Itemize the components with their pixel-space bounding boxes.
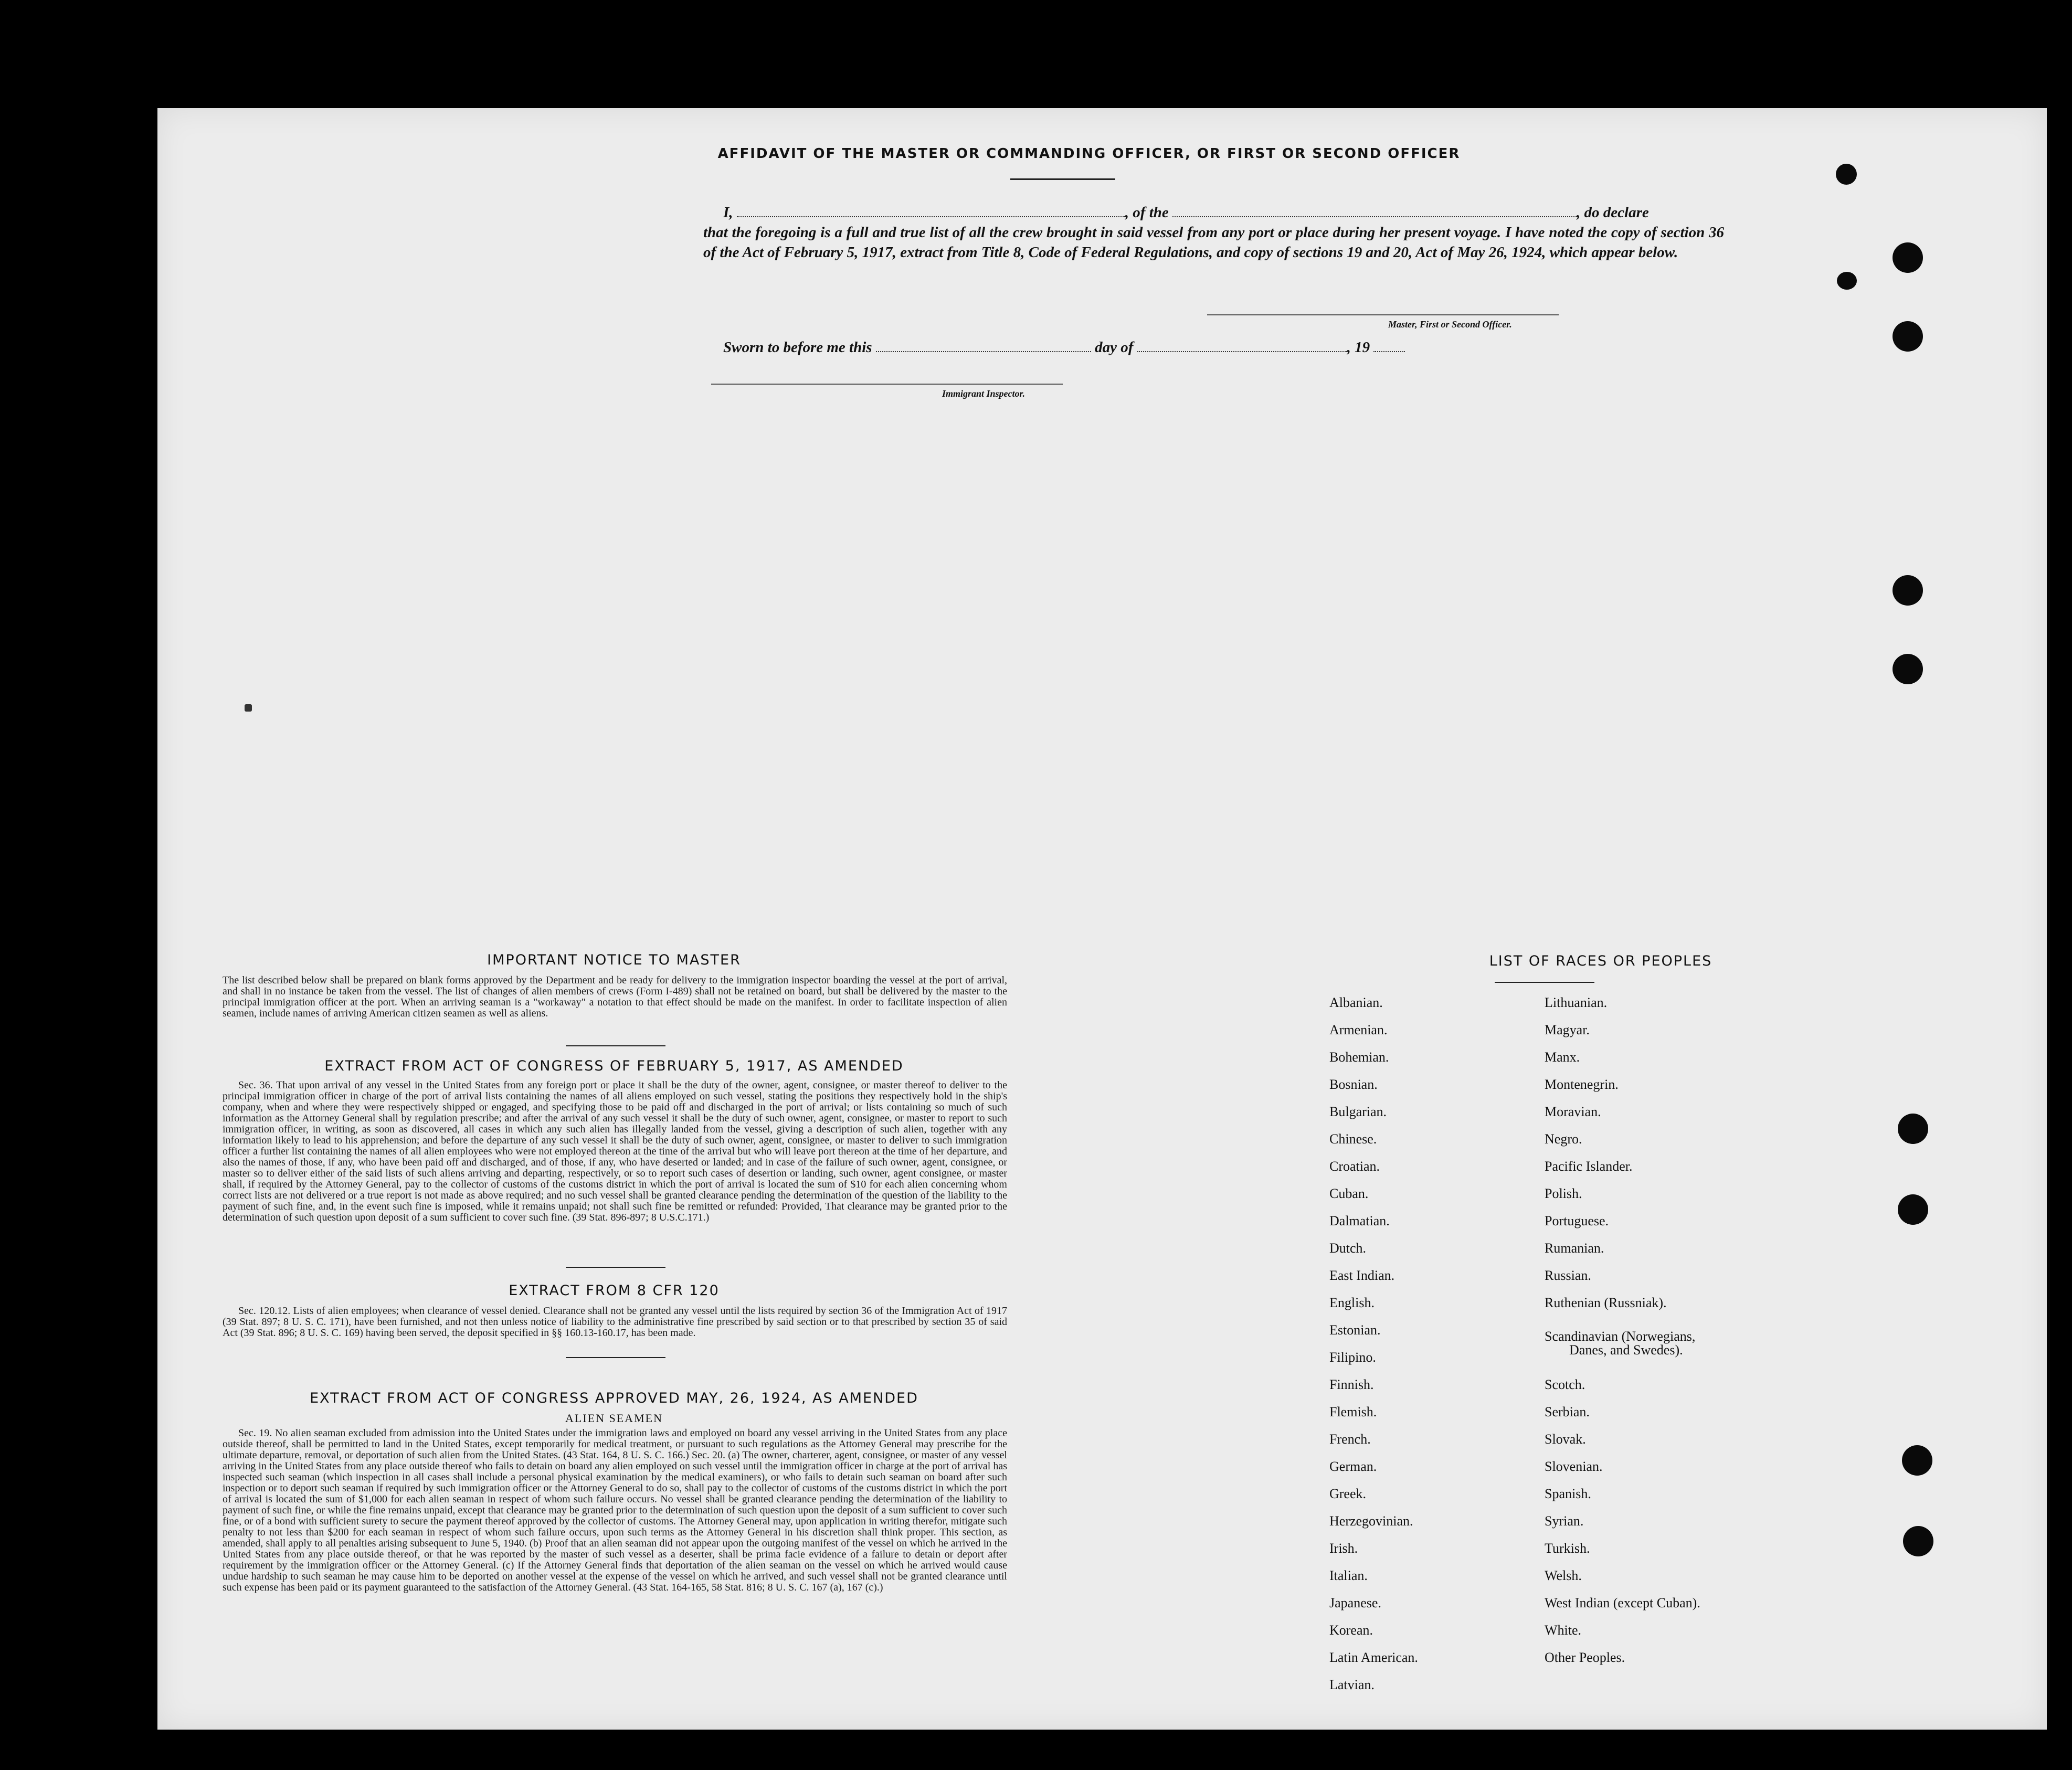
race-item: Italian. — [1329, 1568, 1368, 1583]
affidavit-title: AFFIDAVIT OF THE MASTER OR COMMANDING OFFICER, OR FIRST OR SECOND OFFICER — [717, 146, 1461, 162]
extract-cfr-divider — [566, 1357, 665, 1358]
race-item: Bohemian. — [1329, 1050, 1389, 1065]
extract-1917-divider — [566, 1267, 665, 1268]
affidavit-first-line — [703, 203, 1724, 222]
punch-hole — [1903, 1526, 1933, 1556]
race-item: Korean. — [1329, 1623, 1373, 1638]
race-item: Armenian. — [1329, 1022, 1388, 1037]
extract-cfr-text: Sec. 120.12. Lists of alien employees; when clearance of vessel denied. Clearance shall not be granted any vessel until the lists required by section 36 of the Immigration Act of 1917 (39 Stat. 897; 8 U. S. C. 171), have been furnished, and not then unless notice of liability to the administrative fine prescribed by said section or to that prescribed by section 35 of said Act (39 Stat. 896; 8 U. S. C. 169) having been served, the deposit specified in §§ 160.13-160.17, has been made. — [223, 1305, 1007, 1339]
race-item: Flemish. — [1329, 1404, 1377, 1419]
races-underline — [1495, 982, 1594, 983]
punch-hole — [1902, 1445, 1932, 1476]
race-item: Scandinavian (Norwegians, — [1545, 1329, 1696, 1344]
race-item: Estonian. — [1329, 1322, 1381, 1338]
race-item: Portuguese. — [1545, 1213, 1609, 1228]
extract-1924-text: Sec. 19. No alien seaman excluded from admission into the United States under the immigration laws and employed on board any vessel arriving in the United States from any place outside thereof, shall be permitted to land in the United States, except temporarily for medical treatment, or pursuant to such regulations as the Attorney General may prescribe for the ultimate departure, removal, or deportation of such alien from the United States. (43 Stat. 164, 8 U. S. C. 166.) Sec. 20. (a) The owner, charterer, agent, consignee, or master of any vessel arriving in the United States from any place outside thereof who fails to detain on board any alien employed on such vessel until the immigration officer in charge at the port of arrival has inspected such seaman (which inspection in all cases shall include a personal physical examination by the medical examiners), or who fails to detain such seaman on board after such inspection or to deport such seaman if required by such immigration officer or the Attorney General to do so, shall pay to the collector of customs of the customs district in which the port of arrival is located the sum of $1,000 for each alien seaman in respect of whom such failure occurs. No vessel shall be granted clearance pending the determination of the liability to payment of such fine, or while the fine remains unpaid, except that clearance may be granted prior to the determination of such question upon the deposit of a sum sufficient to cover such fine, or of a bond with sufficient surety to secure the payment thereof approved by the collector of customs. The Attorney General may, upon application in writing therefor, mitigate such penalty to not less than $200 for each seaman in respect of whom such failure occurs, upon such terms as the Attorney General in his discretion shall think proper. This section, as amended, shall apply to all penalties arising subsequent to June 5, 1940. (b) Proof that an alien seaman did not appear upon the outgoing manifest of the vessel on which he arrived in the United States from any place outside thereof, or that he was reported by the master of such vessel as a deserter, shall be prima facie evidence of a failure to detain or deport after requirement by the immigration officer or the Attorney General. (c) If the Attorney General finds that deportation of the alien seaman on the vessel on which he arrived would cause undue hardship to such seaman he may cause him to be deported on another vessel at the expense of the vessel on which he arrived, and such vessel shall not be granted clearance until such expense has been paid or its payment guaranteed to the satisfaction of the Attorney General. (43 Stat. 164-165, 58 Stat. 816; 8 U. S. C. 167 (a), 167 (c).) — [223, 1427, 1007, 1593]
race-item: Danes, and Swedes). — [1569, 1342, 1683, 1358]
extract-1917-text: Sec. 36. That upon arrival of any vessel in the United States from any foreign port or place it shall be the duty of the owner, agent, consignee, or master thereof to deliver to the principal immigration officer in charge of the port of arrival lists containing the names of all aliens employed on such vessel, stating the positions they respectively hold in the ship's company, when and where they were respectively shipped or engaged, and specifying those to be paid off and discharged in the port of arrival; or lists containing so much of such information as the Attorney General shall by regulation prescribe; and after the arrival of any such vessel it shall be the duty of such owner, agent, consignee, or master to report to such immigration officer, in writing, as soon as discovered, all cases in which any such alien has illegally landed from the vessel, giving a description of such alien, together with any information likely to lead to his apprehension; and before the departure of any such vessel it shall be the duty of such owner, agent, consignee, or master to deliver to such immigration officer a further list containing the names of all alien employees who were not employed thereon at the time of the arrival but who will leave port thereon at the time of her departure, and also the names of those, if any, who have been paid off and discharged, and of those, if any, who have deserted or landed; and in case of the failure of such owner, agent, consignee, or master so to deliver either of the said lists of such aliens arriving and departing, respectively, or so to report such cases of desertion or landing, such owner, agent consignee, or master shall, if required by the Attorney General, pay to the collector of customs of the customs district in which the port of arrival is located the sum of $10 for each alien concerning whom correct lists are not delivered or a true report is not made as above required; and no such vessel shall be granted clearance pending the determination of the question of the liability to the payment of such fine, and, in the event such fine is imposed, while it remains unpaid; not shall such fine be remitted or refunded: Provided, That clearance may be granted prior to the determination of such question upon deposit of a sum sufficient to cover such fine. (39 Stat. 896-897; 8 U.S.C.171.) — [223, 1079, 1007, 1223]
title-underline — [1010, 178, 1115, 180]
race-item: Filipino. — [1329, 1350, 1376, 1365]
race-item: Syrian. — [1545, 1513, 1584, 1529]
race-item: Slovak. — [1545, 1432, 1586, 1447]
notice-text: The list described below shall be prepared on blank forms approved by the Department and be ready for delivery to the immigration inspector boarding the vessel at the port of arrival, and shall in no instance be taken from the vessel. The list of changes of alien members of crews (Form I-489) shall not be retained on board, but shall be delivered by the master to the principal immigration officer at the port. When an arriving seaman is a "workaway" a notation to that effect should be made on the manifest. In order to facilitate inspection of alien seamen, include names of arriving American citizen seamen as well as aliens. — [223, 974, 1007, 1019]
affidavit-statement: that the foregoing is a full and true list of all the crew brought in said vessel from any port or place during her present voyage. I have noted the copy of section 36 of the Act of February 5, 1917, extract from Title 8, Code of Federal Regulations, and copy of sections 19 and 20, Act of May 26, 1924, which appear below. — [703, 224, 1724, 261]
race-item: Welsh. — [1545, 1568, 1582, 1583]
punch-hole — [1893, 242, 1923, 273]
master-caption: Master, First or Second Officer. — [1388, 319, 1512, 330]
race-item: Finnish. — [1329, 1377, 1374, 1392]
race-item: Rumanian. — [1545, 1241, 1604, 1256]
race-item: Spanish. — [1545, 1486, 1591, 1501]
notice-title: IMPORTANT NOTICE TO MASTER — [487, 952, 741, 968]
race-item: Magyar. — [1545, 1022, 1590, 1037]
affidavit-of-the: , of the — [1125, 204, 1169, 221]
race-item: Herzegovinian. — [1329, 1513, 1413, 1529]
race-item: Turkish. — [1545, 1541, 1590, 1556]
race-item: Irish. — [1329, 1541, 1358, 1556]
race-item: Pacific Islander. — [1545, 1159, 1633, 1174]
race-item: Serbian. — [1545, 1404, 1590, 1419]
extract-1924-title: EXTRACT FROM ACT OF CONGRESS APPROVED MAY, 26, 1924, AS AMENDED — [310, 1390, 918, 1406]
race-item: Dalmatian. — [1329, 1213, 1390, 1228]
race-item: Croatian. — [1329, 1159, 1380, 1174]
race-item: Moravian. — [1545, 1104, 1601, 1119]
race-item: Ruthenian (Russniak). — [1545, 1295, 1667, 1310]
race-item: Lithuanian. — [1545, 995, 1608, 1010]
race-item: White. — [1545, 1623, 1582, 1638]
sworn-line — [703, 337, 1724, 357]
punch-hole — [1898, 1194, 1928, 1225]
affidavit-declare: , do declare — [1577, 204, 1649, 221]
ink-speck — [245, 704, 252, 712]
notice-divider — [566, 1045, 665, 1046]
sworn-year-blank[interactable] — [1373, 338, 1405, 352]
punch-hole — [1893, 654, 1923, 684]
race-item: Negro. — [1545, 1131, 1582, 1147]
master-signature-line[interactable] — [1207, 314, 1559, 315]
year-label: , 19 — [1347, 339, 1370, 356]
race-item: Dutch. — [1329, 1241, 1367, 1256]
race-item: Polish. — [1545, 1186, 1582, 1201]
race-item: French. — [1329, 1432, 1371, 1447]
race-item: Bulgarian. — [1329, 1104, 1387, 1119]
race-item: West Indian (except Cuban). — [1545, 1595, 1700, 1610]
punch-hole — [1893, 575, 1923, 606]
sworn-day-blank[interactable] — [876, 338, 1091, 352]
race-item: Chinese. — [1329, 1131, 1377, 1147]
race-item: Bosnian. — [1329, 1077, 1378, 1092]
race-item: Albanian. — [1329, 995, 1383, 1010]
extract-1917-title: EXTRACT FROM ACT OF CONGRESS OF FEBRUARY 5, 1917, AS AMENDED — [324, 1058, 904, 1074]
race-item: Greek. — [1329, 1486, 1367, 1501]
race-item: Cuban. — [1329, 1186, 1369, 1201]
inspector-caption: Immigrant Inspector. — [942, 388, 1026, 399]
race-item: German. — [1329, 1459, 1377, 1474]
race-item: East Indian. — [1329, 1268, 1395, 1283]
race-item: Other Peoples. — [1545, 1650, 1625, 1665]
race-item: Japanese. — [1329, 1595, 1381, 1610]
name-blank[interactable] — [737, 204, 1125, 217]
race-item: Manx. — [1545, 1050, 1580, 1065]
affidavit-body — [703, 203, 1724, 262]
document-page — [157, 108, 2047, 1730]
race-item: Scotch. — [1545, 1377, 1585, 1392]
extract-cfr-title: EXTRACT FROM 8 CFR 120 — [509, 1283, 720, 1299]
vessel-blank[interactable] — [1172, 204, 1577, 217]
inspector-signature-line[interactable] — [711, 384, 1063, 385]
race-item: Latvian. — [1329, 1677, 1375, 1692]
punch-hole — [1836, 164, 1857, 185]
race-item: Latin American. — [1329, 1650, 1418, 1665]
race-item: Montenegrin. — [1545, 1077, 1619, 1092]
day-of-label: day of — [1095, 339, 1134, 356]
sworn-month-blank[interactable] — [1137, 338, 1347, 352]
races-title: LIST OF RACES OR PEOPLES — [1489, 953, 1712, 969]
affidavit-i: I, — [723, 204, 733, 221]
race-item: English. — [1329, 1295, 1375, 1310]
sworn-label: Sworn to before me this — [723, 339, 872, 356]
punch-hole — [1898, 1114, 1928, 1144]
punch-hole — [1837, 272, 1857, 290]
extract-1924-subtitle: ALIEN SEAMEN — [565, 1412, 663, 1425]
race-item: Slovenian. — [1545, 1459, 1603, 1474]
punch-hole — [1893, 321, 1923, 352]
race-item: Russian. — [1545, 1268, 1591, 1283]
